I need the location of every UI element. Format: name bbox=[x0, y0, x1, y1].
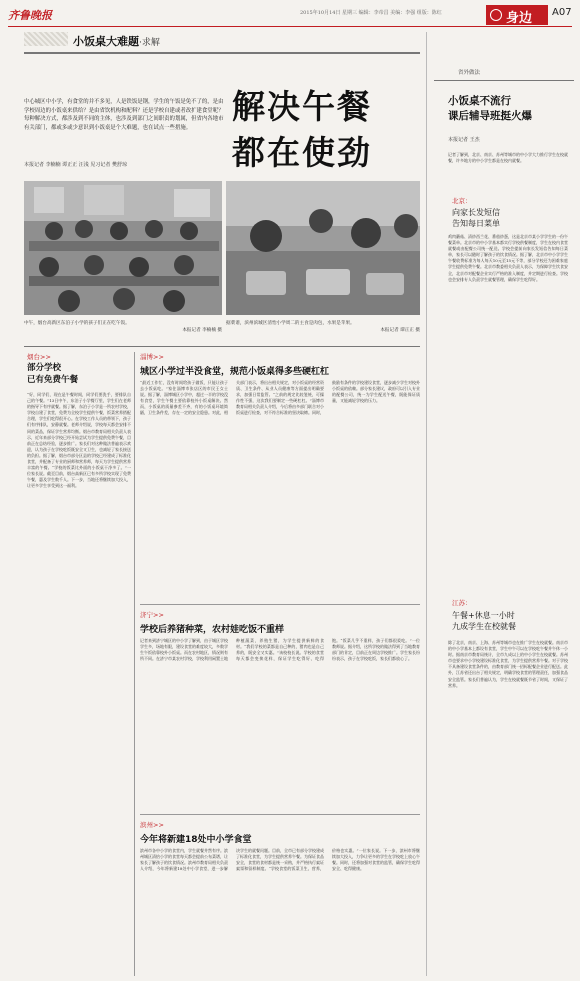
article-separator-1 bbox=[140, 604, 420, 605]
theme-banner-pattern bbox=[24, 32, 68, 46]
section-tag bbox=[486, 5, 548, 25]
school-lunch-photo-binzhou bbox=[226, 181, 420, 315]
beijing-title-line1: 向家长发短信 bbox=[452, 208, 500, 217]
sidebar-title-line1: 小饭桌不流行 bbox=[448, 95, 511, 107]
main-headline-line2: 都在使劲 bbox=[232, 133, 372, 172]
jining-title: 学校后养猪种菜，农村娃吃饭不重样 bbox=[140, 625, 285, 635]
main-divider bbox=[24, 346, 420, 347]
newspaper-logo: 齐鲁晚报 bbox=[8, 9, 52, 22]
main-byline: 本报记者 李楠楠 谭正正 汪浅 见习记者 樊舒琼 bbox=[24, 162, 127, 168]
photo-illustration bbox=[24, 181, 222, 315]
yantai-body: “好，同学们，现在是午餐时间，同学们要洗手，要排队自己的午餐。”13日中午，东泊子小学餐厅里，学生们在老师的指导下有序就餐。据了解，东泊子小学是一所农村学校，学校自建了食堂，免费为全校学生提供午餐，饭菜营养搭配合理，学生们吃得很开心。在学校工作人员的带领下，孩子们有序排队，安静就餐。老师介绍说，学校每天都会安排不同的菜品，保证学生营养均衡。烟台市教育局相关负责人表示，近年来部分学校已经开始尝试为学生提供免费午餐，目前正在总结经验，逐步推广。家长们对这种做法普遍表示欢迎，认为孩子在学校吃饭既安全又卫生，也减轻了家长接送的负担。据了解，烟台市部分区县的学校已经建成了标准化食堂，并配备了专业的厨师和营养师，每天为学生提供营养丰富的午餐。“学校的饭菜比外面的小饭桌干净多了。”一位家长说。截至目前，烟台高新区已有多所学校实现了免费午餐，惠及学生数千人。下一步，当地还将继续加大投入，让更多学生享受到这一福利。 bbox=[27, 392, 131, 489]
jiangsu-place: 江苏： bbox=[452, 599, 472, 607]
yantai-place: 烟台>> bbox=[27, 353, 51, 361]
photo1-caption-block bbox=[24, 321, 222, 334]
binzhou-title: 今年将新建18处中小学食堂 bbox=[140, 835, 252, 845]
school-lunch-photo-yantai bbox=[24, 181, 222, 315]
main-headline bbox=[232, 84, 372, 176]
section-icon bbox=[490, 9, 502, 21]
main-headline-line1: 解决午餐 bbox=[232, 87, 372, 126]
header-rule bbox=[8, 26, 572, 27]
photo2-credit: 本报记者 谭正正 摄 bbox=[380, 327, 420, 333]
jiangsu-title-line2: 九成学生在校就餐 bbox=[452, 622, 516, 631]
photo2-caption-block bbox=[226, 321, 420, 334]
sidebar-kicker-rule bbox=[434, 80, 574, 81]
zibo-body: “最近工作忙，没有时间给孩子做饭，只能让孩子去小饭桌吃。”家住淄博市张店区的市民王女士说。据了解，淄博城区小学中，超过一半的学校没有食堂，学生午餐主要依靠校外小饭桌解决。然而，小饭桌的质量参差不齐，有的小饭桌环境简陋，卫生条件差，存在一定的安全隐患。对此，相关部门表示，将出台相关规定，对小饭桌的经营资质、卫生条件、从业人员健康等方面提出明确要求，加强日常监管。“之前的规定比较笼统，可操作性不强，这次我们要制定一些硬杠杠。”淄博市教育局相关负责人介绍，今后将由多部门联合对小饭桌进行检查，对不符合标准的坚决取缔。同时，鼓励有条件的学校建设食堂，逐步减少学生对校外小饭桌的依赖。部分家长建议，政府可以引入专业的配餐公司，统一为学生配送午餐，既能保证质量，又能减轻学校的压力。 bbox=[140, 380, 420, 416]
photo1-credit: 本报记者 李楠楠 摄 bbox=[182, 327, 222, 333]
yantai-title bbox=[27, 362, 78, 386]
jining-body: 记者来到济宁城区的中小学了解到，由于城区学校学生多，场地有限，建设食堂的难度较大，多数学生午饭依靠校外小饭桌。而在农村地区，情况则有所不同。在济宁市某农村学校，学校利用闲置土地种植蔬菜，养殖生猪，为学生提供新鲜的食材。“我们学校的菜都是自己种的，猪肉也是自己养的，既安全又实惠。”该校校长说。学校的食堂每天都会变换花样，保证学生吃得好、吃得饱。“饭菜几乎不重样，孩子们都很爱吃。”一位教师说。据介绍，这所学校的做法得到了当地教育部门的肯定，目前正在周边学校推广。学生家长纷纷表示，孩子在学校吃饭，家长们都放心了。 bbox=[140, 638, 420, 662]
beijing-title-line2: 告知每日菜单 bbox=[452, 219, 500, 228]
lead-paragraph: 中心城区中小学，有食堂的并不多见，人是铁饭是钢，学生的午饭是免不了的，是由学校周边的小饭桌来供给？是由省饮机构和配料？还是学校自建或者改扩建食堂呢？每种解决方式，都涉及到不同的主体，也涉及到部门之间职责的划属，但省内各地市有关部门，都或多或少意识到小饭桌是个大难题，也在试点一些措施。 bbox=[24, 99, 224, 131]
page-number: A07 bbox=[552, 7, 572, 18]
photo-illustration-2 bbox=[226, 181, 420, 315]
column-separator-1 bbox=[134, 352, 135, 976]
zibo-title: 城区小学过半没食堂，规范小饭桌得多些硬杠杠 bbox=[140, 367, 330, 377]
sidebar-title-line2: 课后辅导班挺火爆 bbox=[448, 110, 532, 122]
yantai-title-line2: 已有免费午餐 bbox=[27, 375, 79, 385]
sidebar-byline: 本报记者 王杰 bbox=[448, 137, 480, 143]
beijing-title bbox=[452, 207, 500, 229]
yantai-title-line1: 部分学校 bbox=[27, 363, 62, 373]
beijing-body: 鸡肉蘑菇、清炒西兰花、番茄炒蛋，这是北京市某小学学生的一份午餐菜单。北京市的中小学基本都实行学校供餐制度，学生在校内食堂就餐或由配餐公司统一配送。学校会提前向家长发短信告知每日菜单，家长可以随时了解孩子的饮食情况。据了解，北京市中小学学生午餐收费标准为每人每天10元至15元不等，部分学校还为困难家庭学生提供免费午餐。北京市教委相关负责人表示，为保障学生饮食安全，北京市对配餐企业实行严格的准入制度，并定期进行检查。学校也会安排专人负责学生就餐管理，确保学生吃得好。 bbox=[448, 234, 568, 282]
article-separator-2 bbox=[140, 814, 420, 815]
binzhou-place: 滨州>> bbox=[140, 821, 164, 829]
theme-title-text: 小饭桌大难题 bbox=[73, 35, 139, 48]
sidebar-intro: 记者了解到，北京、南京、苏州等城市的中小学大力推行学生在校就餐，许多地方的中小学生都是在校内就餐。 bbox=[448, 152, 568, 164]
jiangsu-title bbox=[452, 610, 516, 632]
photo1-caption: 中午，烟台高新区东泊子小学的孩子们正在吃午饭。 bbox=[24, 321, 130, 326]
jiangsu-body: 除了北京，南京、上海、苏州等城市也在推广学生在校就餐。南京市的中小学基本上都设有食堂，学生中午可以在学校吃午餐并午休一小时。据南京市教育局统计，全市九成以上的中小学生在校就餐。苏州市也要求中小学校建设标准化食堂，为学生提供营养午餐。对于学校不具备建设食堂条件的，由教育部门统一招标配餐企业进行配送。此外，江苏省还出台了相关规定，明确学校食堂的管理责任，加强食品安全监管。家长们普遍认为，学生在校就餐既节省了时间，又保证了营养。 bbox=[448, 640, 568, 688]
binzhou-body: 滨州市各中小学的食堂内，学生就餐井然有序。滨州城区清怡小学的食堂每天都会提前公布菜谱，让家长了解孩子的饮食情况。滨州市教育局相关负责人介绍，今年将新建18处中小学食堂，进一步解决学生的就餐问题。目前，全市已有部分学校建成了标准化食堂，为学生提供营养午餐。为保证食品安全，食堂的食材都是统一采购，并严格执行索证索票和留样制度。“学校食堂的饭菜卫生、营养，价格也实惠。”一位家长说。下一步，滨州市将继续加大投入，力争让更多的学生在学校吃上放心午餐。同时，还将加强对食堂的监管，确保学生吃得安全、吃得健康。 bbox=[140, 848, 420, 872]
theme-title bbox=[73, 33, 160, 49]
jiangsu-title-line1: 午餐+休息一小时 bbox=[452, 611, 515, 620]
zibo-place: 淄博>> bbox=[140, 353, 164, 361]
theme-rule bbox=[24, 52, 420, 54]
sidebar-kicker: 省外做法 bbox=[458, 70, 481, 76]
photo2-caption: 据菜谱，滨州滨城区清怡小学周二的主食是肉包，水果是苹果。 bbox=[226, 321, 355, 326]
beijing-place: 北京： bbox=[452, 197, 472, 205]
sidebar-title bbox=[448, 94, 532, 124]
issue-meta: 2015年10月14日 星期三 编辑：李帝昌 美编：李强 组版：陈红 bbox=[300, 10, 442, 16]
jining-place: 济宁>> bbox=[140, 611, 164, 619]
theme-subtitle: ·求解 bbox=[139, 38, 160, 48]
sidebar-separator bbox=[426, 32, 427, 976]
section-label: 身边 bbox=[506, 11, 533, 26]
